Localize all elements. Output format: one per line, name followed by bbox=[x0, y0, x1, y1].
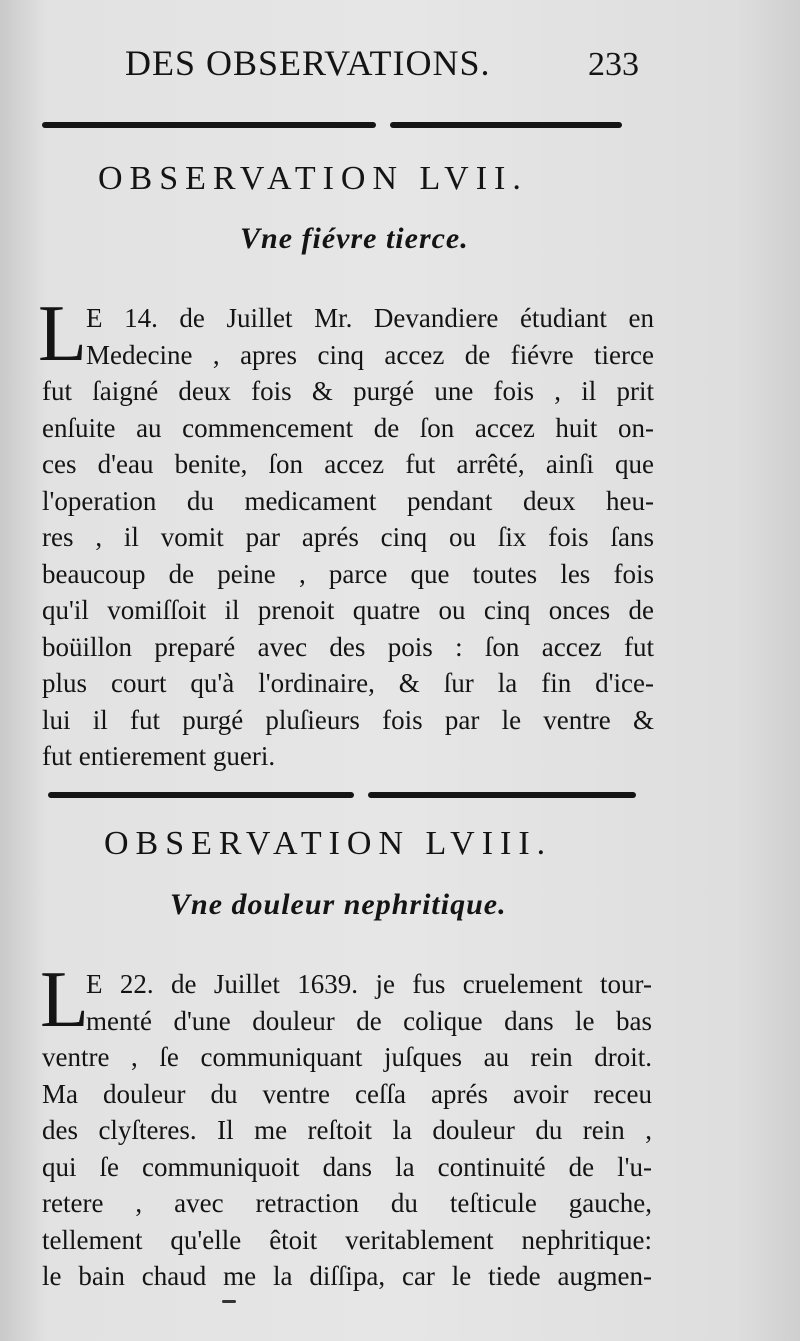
observation-heading: OBSERVATION LVII. bbox=[98, 160, 528, 197]
text-line: lui il fut purgé pluſieurs fois par le ventre & bbox=[42, 704, 654, 735]
text-line: beaucoup de peine , parce que toutes les fois bbox=[42, 558, 654, 589]
observation-subtitle: Vne douleur nephritique. bbox=[170, 888, 507, 921]
text-line: tellement qu'elle êtoit veritablement nephritique: bbox=[42, 1224, 652, 1255]
drop-cap: L bbox=[40, 956, 89, 1044]
text-line: boüillon preparé avec des pois : ſon accez fut bbox=[42, 631, 654, 662]
text-line: retere , avec retraction du teſticule gauche, bbox=[42, 1188, 652, 1218]
drop-cap: L bbox=[38, 290, 87, 378]
text-line: enſuite au commencement de ſon accez huit on- bbox=[42, 412, 654, 443]
text-line: plus court qu'à l'ordinaire, & ſur la fin d'ice- bbox=[42, 668, 654, 698]
text-line: res , il vomit par aprés cinq ou ſix fois ſans bbox=[42, 522, 654, 552]
observation-paragraph bbox=[42, 300, 654, 775]
text-line: menté d'une douleur de colique dans le bas bbox=[86, 1005, 652, 1036]
observation-subtitle: Vne fiévre tierce. bbox=[240, 222, 469, 255]
page-number: 233 bbox=[588, 46, 639, 83]
text-line: Medecine , apres cinq accez de fiévre tierce bbox=[86, 339, 654, 370]
ink-speck bbox=[222, 1300, 236, 1303]
observation-paragraph bbox=[42, 966, 652, 1295]
text-line: qui ſe communiquoit dans la continuité de l'u- bbox=[42, 1151, 652, 1182]
text-line: qu'il vomiſſoit il prenoit quatre ou cinq onces de bbox=[42, 595, 654, 625]
text-line: fut ſaigné deux fois & purgé une fois , il prit bbox=[42, 376, 654, 406]
text-line: ventre , ſe communiquant juſques au rein droit. bbox=[42, 1042, 652, 1072]
text-line: E 22. de Juillet 1639. je fus cruelement tour- bbox=[86, 969, 652, 999]
observation-heading: OBSERVATION LVIII. bbox=[104, 825, 553, 862]
text-line: des clyſteres. Il me reſtoit la douleur du rein , bbox=[42, 1115, 652, 1145]
text-line: E 14. de Juillet Mr. Devandiere étudiant en bbox=[86, 303, 654, 333]
text-line: fut entierement gueri. bbox=[42, 741, 276, 771]
text-line: le bain chaud me la diſſipa, car le tiede augmen- bbox=[42, 1261, 652, 1291]
running-head bbox=[0, 42, 800, 92]
text-line: ces d'eau benite, ſon accez fut arrêté, ainſi que bbox=[42, 449, 654, 479]
text-line: l'operation du medicament pendant deux heu- bbox=[42, 485, 654, 516]
text-line: Ma douleur du ventre ceſſa aprés avoir receu bbox=[42, 1078, 652, 1109]
running-title: DES OBSERVATIONS. bbox=[125, 43, 491, 83]
